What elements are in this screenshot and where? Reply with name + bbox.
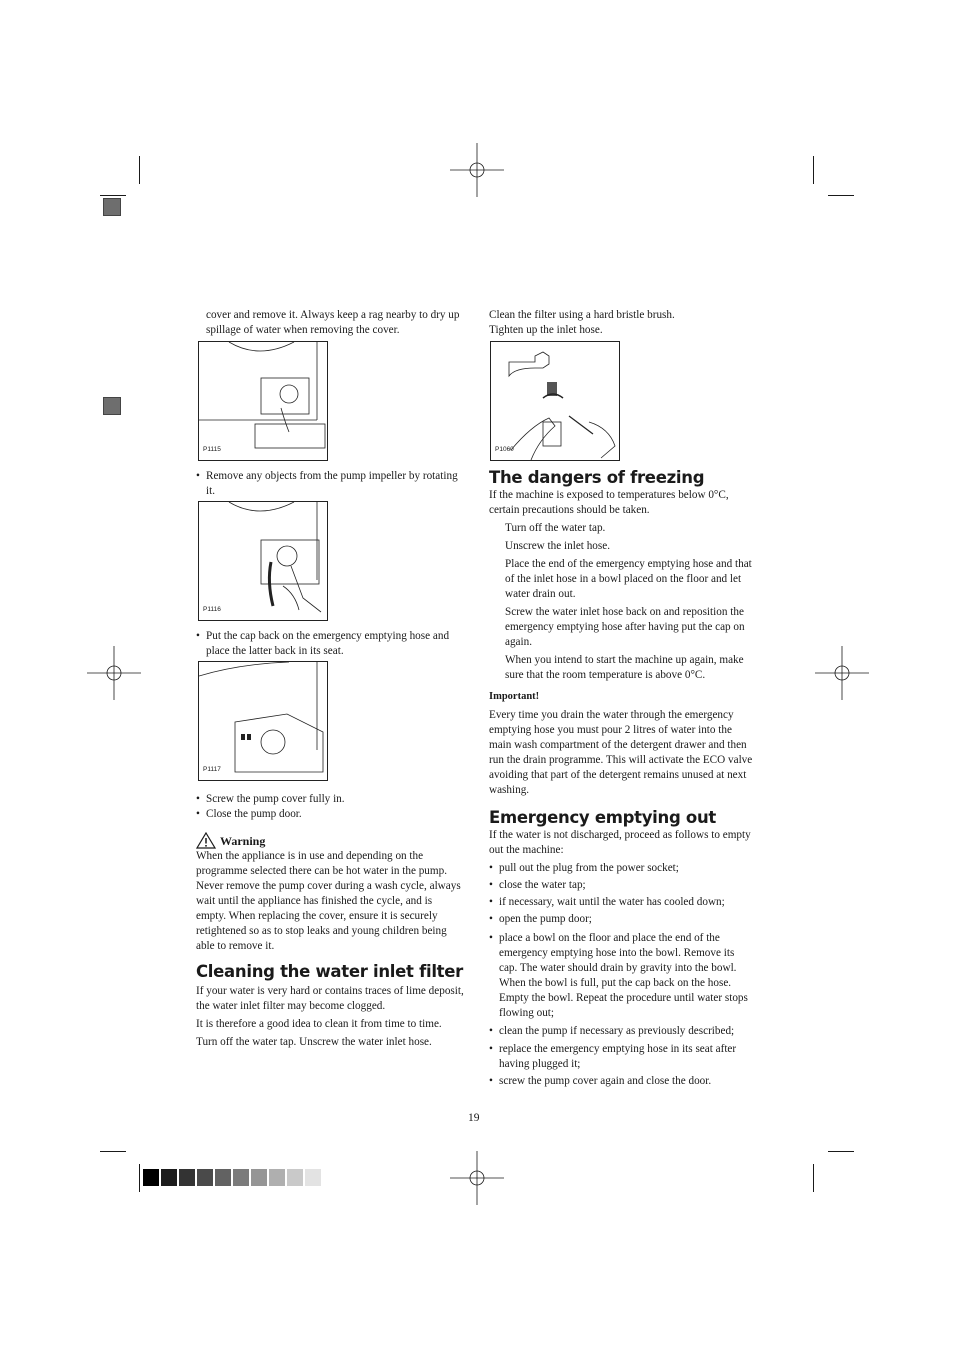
- list-item: • clean the pump if necessary as previously described;: [489, 1024, 753, 1039]
- crop-mark: [828, 1151, 854, 1152]
- color-swatch: [251, 1169, 267, 1186]
- list-item: • replace the emergency emptying hose in its seat after having plugged it;: [489, 1042, 753, 1072]
- paragraph: Tighten up the inlet hose.: [489, 324, 603, 336]
- crop-mark: [813, 156, 814, 184]
- freezing-heading: The dangers of freezing: [489, 468, 705, 487]
- color-swatch: [143, 1169, 159, 1186]
- crop-mark: [100, 1151, 126, 1152]
- crop-mark: [100, 195, 126, 196]
- warning-triangle-icon: [196, 832, 216, 849]
- important-text: Every time you drain the water through the emergency emptying hose you must pour 2 litres of water into the main wash compartment of the detergent drawer and then run the drain programme. This will activate the ECO valve avoiding that part of the detergent remains unused at next washing.: [489, 709, 753, 796]
- paragraph: Turn off the water tap. Unscrew the water inlet hose.: [196, 1036, 432, 1048]
- registration-mark-icon: [450, 1151, 504, 1205]
- crop-mark: [828, 195, 854, 196]
- paragraph: It is therefore a good idea to clean it from time to time.: [196, 1018, 442, 1030]
- list-item: Screw the water inlet hose back on and reposition the emergency emptying hose after having put the cap on again.: [505, 606, 745, 648]
- paragraph: If the water is not discharged, proceed as follows to empty out the machine:: [489, 829, 751, 856]
- color-swatch: [305, 1169, 321, 1186]
- list-item: Place the end of the emergency emptying hose and that of the inlet hose in a bowl placed on the floor and let water drain out.: [505, 558, 752, 600]
- color-swatch: [233, 1169, 249, 1186]
- bullet-item: • Remove any objects from the pump impeller by rotating it.: [196, 469, 464, 499]
- figure-label: P1116: [203, 606, 221, 613]
- list-item: When you intend to start the machine up again, make sure that the room temperature is above 0°C.: [505, 654, 744, 681]
- list-item: Turn off the water tap.: [505, 522, 606, 534]
- color-swatch: [179, 1169, 195, 1186]
- filter-heading: Cleaning the water inlet filter: [196, 962, 463, 981]
- emergency-steps: [489, 861, 753, 1089]
- crop-mark: [139, 156, 140, 184]
- color-swatch: [215, 1169, 231, 1186]
- list-item: • pull out the plug from the power socket;: [489, 861, 753, 876]
- registration-mark-icon: [815, 646, 869, 700]
- warning-text: When the appliance is in use and depending on the programme selected there can be hot water in the pump. Never remove the pump cover during a wash cycle, always wait until the appliance has finished the cycle, and is empty. When replacing the cover, ensure it is securely retightened so as to stop leaks and young children being able to remove it.: [196, 850, 461, 952]
- list-item: Unscrew the inlet hose.: [505, 540, 611, 552]
- list-item: • open the pump door;: [489, 912, 753, 927]
- bullet-item: • Screw the pump cover fully in.: [196, 792, 464, 807]
- paragraph: If the machine is exposed to temperatures below 0°C, certain precautions should be taken.: [489, 489, 729, 516]
- emergency-heading: Emergency emptying out: [489, 808, 716, 827]
- registration-mark-icon: [450, 143, 504, 197]
- list-item: • place a bowl on the floor and place the end of the emergency emptying hose into the bowl. Remove its cap. The water should drain by gravity into the bowl. When the bowl is full, put the cap back on the hose. Empty the bowl. Repeat the procedure until water stops flowing out;: [489, 931, 753, 1021]
- figure-pump-cap: [198, 661, 328, 781]
- figure-label: P1117: [203, 766, 221, 773]
- list-item: • if necessary, wait until the water has cooled down;: [489, 895, 753, 910]
- page-number: 19: [468, 1112, 480, 1124]
- crop-mark: [813, 1164, 814, 1192]
- figure-pump-cover: [198, 341, 328, 461]
- warning-title: Warning: [220, 834, 266, 848]
- figure-label: P1115: [203, 446, 221, 453]
- left-column: [196, 308, 464, 1050]
- color-swatch: [161, 1169, 177, 1186]
- color-swatch: [269, 1169, 285, 1186]
- bullet-item: • Close the pump door.: [196, 807, 464, 822]
- bullet-item: • Put the cap back on the emergency emptying hose and place the latter back in its seat.: [196, 629, 464, 659]
- right-column: [489, 308, 753, 1089]
- registration-mark-icon: [87, 646, 141, 700]
- side-marker: [103, 198, 121, 216]
- warning-heading: [196, 832, 464, 849]
- color-swatch: [197, 1169, 213, 1186]
- intro-text: cover and remove it. Always keep a rag nearby to dry up spillage of water when removing the cover.: [206, 309, 460, 336]
- paragraph: If your water is very hard or contains traces of lime deposit, the water inlet filter may become clogged.: [196, 985, 464, 1012]
- list-item: • close the water tap;: [489, 878, 753, 893]
- paragraph: Clean the filter using a hard bristle brush.: [489, 309, 675, 321]
- important-label: Important!: [489, 691, 540, 702]
- figure-filter-cleaning: [490, 341, 620, 461]
- color-swatch: [287, 1169, 303, 1186]
- crop-mark: [139, 1164, 140, 1192]
- figure-label: P1060: [495, 446, 514, 453]
- freezing-steps: [489, 521, 753, 683]
- side-marker: [103, 397, 121, 415]
- list-item: • screw the pump cover again and close the door.: [489, 1074, 753, 1089]
- figure-pump-impeller: [198, 501, 328, 621]
